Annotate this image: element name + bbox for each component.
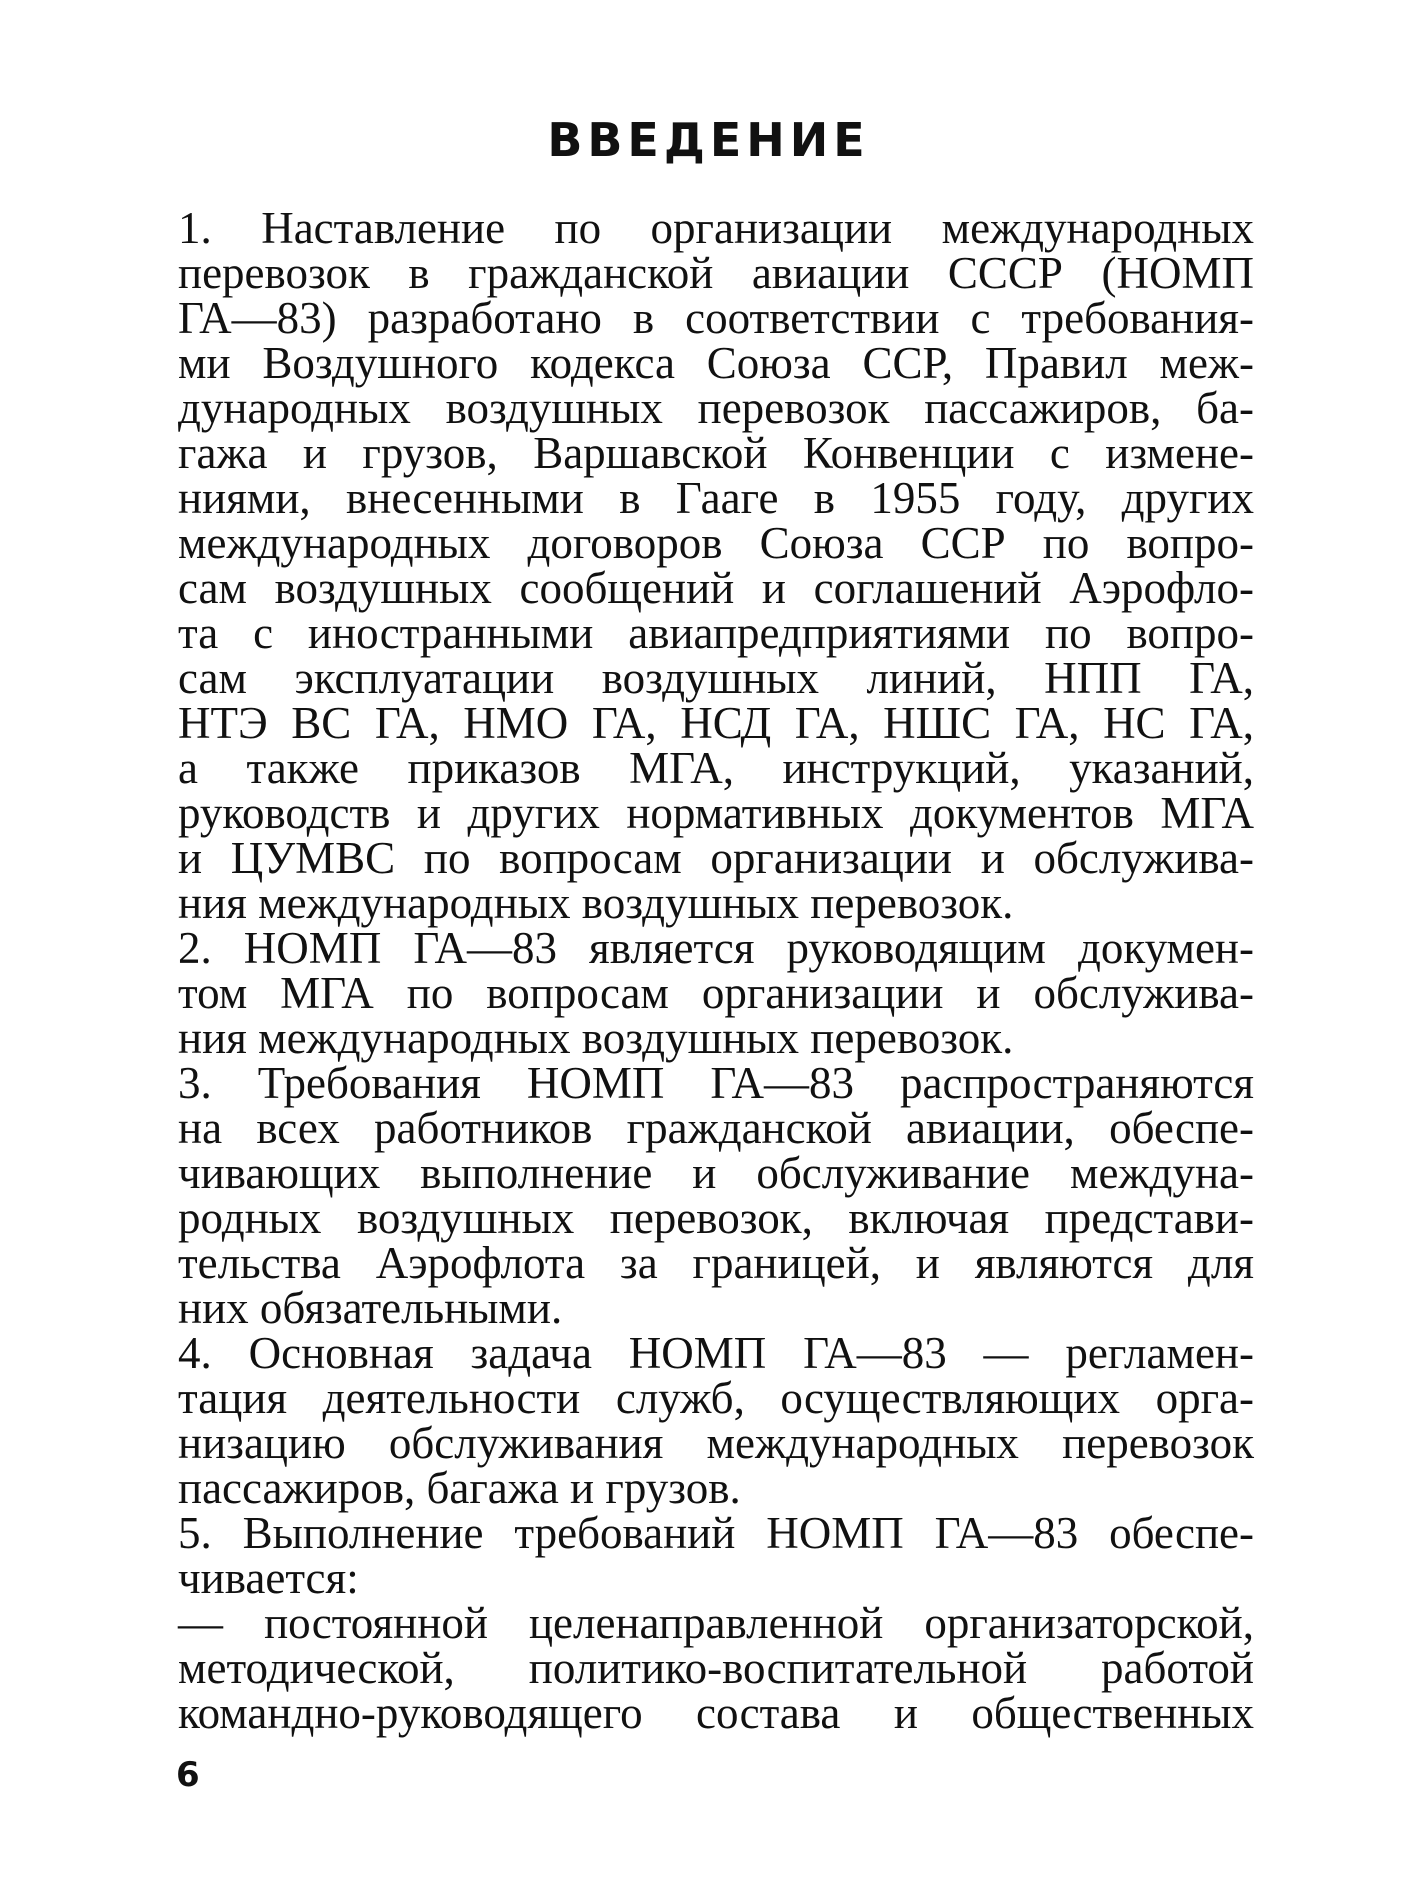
text-line: 1. Наставление по организации международных — [178, 203, 1254, 253]
text-line: методической, политико-воспитательной работой — [178, 1643, 1254, 1693]
text-line: командно-руководящего состава и общественных — [178, 1688, 1254, 1738]
text-line: сам эксплуатации воздушных линий, НПП ГА, — [178, 653, 1254, 703]
text-line: международных договоров Союза ССР по вопро- — [178, 518, 1254, 568]
text-line: ния международных воздушных перевозок. — [178, 1013, 1014, 1063]
text-line: а также приказов МГА, инструкций, указаний, — [178, 743, 1254, 793]
text-line: родных воздушных перевозок, включая представи- — [178, 1193, 1254, 1243]
text-line: и ЦУМВС по вопросам организации и обслужива- — [178, 833, 1254, 883]
text-line: низацию обслуживания международных перевозок — [178, 1418, 1254, 1468]
text-line: перевозок в гражданской авиации СССР (НОМП — [178, 248, 1254, 298]
text-line: руководств и других нормативных документов МГА — [178, 788, 1254, 838]
text-line: 5. Выполнение требований НОМП ГА—83 обеспе- — [178, 1508, 1254, 1558]
text-line: ниями, внесенными в Гааге в 1955 году, других — [178, 473, 1254, 523]
text-line: сам воздушных сообщений и соглашений Аэрофло- — [178, 563, 1254, 613]
text-line: ГА—83) разработано в соответствии с требования- — [178, 293, 1254, 343]
text-line: них обязательными. — [178, 1283, 563, 1333]
text-line: 4. Основная задача НОМП ГА—83 — регламен- — [178, 1328, 1254, 1378]
text-line: тация деятельности служб, осуществляющих орга- — [178, 1373, 1254, 1423]
text-line: гажа и грузов, Варшавской Конвенции с измене- — [178, 428, 1254, 478]
text-line: НТЭ ВС ГА, НМО ГА, НСД ГА, НШС ГА, НС ГА, — [178, 698, 1254, 748]
text-line: дународных воздушных перевозок пассажиров, ба- — [178, 383, 1254, 433]
body-text — [178, 203, 1254, 1738]
text-line: том МГА по вопросам организации и обслужива- — [178, 968, 1254, 1018]
text-line: та с иностранными авиапредприятиями по вопро- — [178, 608, 1254, 658]
text-line: тельства Аэрофлота за границей, и являются для — [178, 1238, 1254, 1288]
text-line: 2. НОМП ГА—83 является руководящим докумен- — [178, 923, 1254, 973]
text-line: ми Воздушного кодекса Союза ССР, Правил меж- — [178, 338, 1254, 388]
text-line: ния международных воздушных перевозок. — [178, 878, 1014, 928]
page-number: 6 — [176, 1755, 200, 1795]
page-title: ВВЕДЕНИЕ — [547, 113, 870, 167]
text-line: 3. Требования НОМП ГА—83 распространяются — [178, 1058, 1254, 1108]
text-line: на всех работников гражданской авиации, обеспе- — [178, 1103, 1254, 1153]
text-line: чивающих выполнение и обслуживание междуна- — [178, 1148, 1254, 1198]
text-line: — постоянной целенаправленной организаторской, — [178, 1598, 1254, 1648]
text-line: чивается: — [178, 1553, 359, 1603]
text-line: пассажиров, багажа и грузов. — [178, 1463, 741, 1513]
